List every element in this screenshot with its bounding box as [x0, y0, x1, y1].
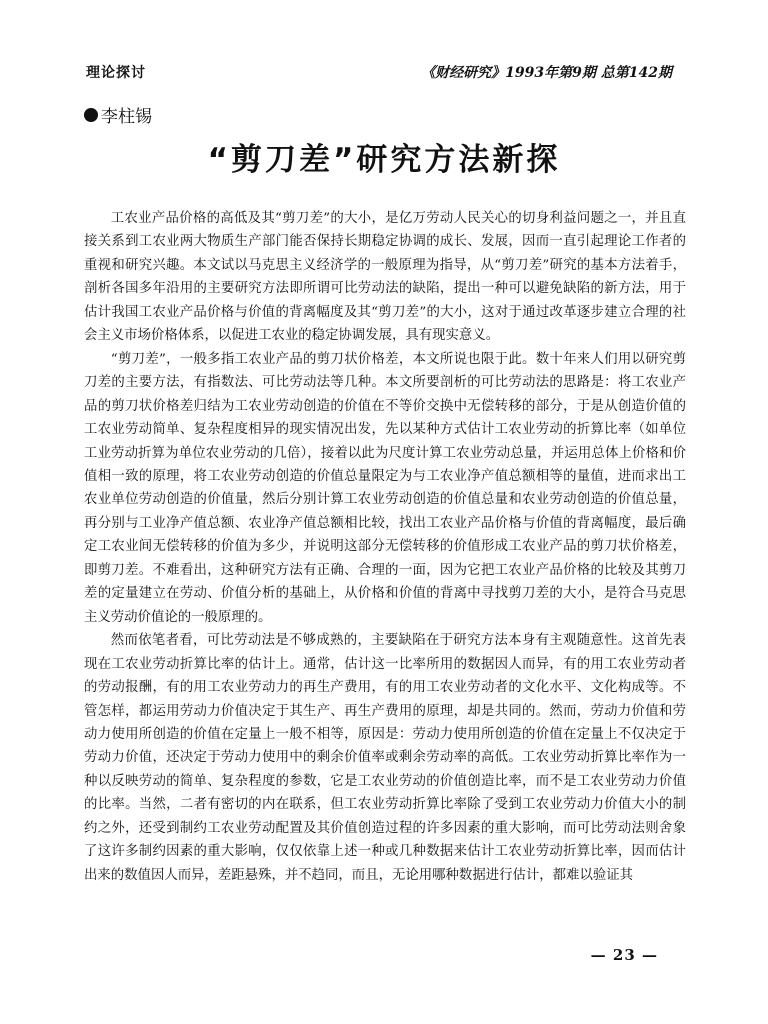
paragraph: “剪刀差”，一般多指工农业产品的剪刀状价格差，本文所说也限于此。数十年来人们用以研究剪刀差的主要方法，有指数法、可比劳动法等几种。本文所要剖析的可比劳动法的思路是：将工农业产品的剪刀状价格差归结为工农业劳动创造的价值在不等价交换中无偿转移的部分，于是从创造价值的工农业劳动简单、复杂程度相异的现实情况出发，先以某种方式估计工农业劳动的折算比率（如单位工业劳动折算为单位农业劳动的几倍），接着以此为尺度计算工农业劳动总量，并运用总体上价格和价值相一致的原理，将工农业劳动创造的价值总量限定为与工农业净产值总额相等的量值，进而求出工农业单位劳动创造的价值量，然后分别计算工农业劳动创造的价值总量和农业劳动创造的价值总量，再分别与工业净产值总额、农业净产值总额相比较，找出工农业产品价格与价值的背离幅度，最后确定工农业间无偿转移的价值为多少，并说明这部分无偿转移的价值形成工农业产品的剪刀状价格差，即剪刀差。不难看出，这种研究方法有正确、合理的一面，因为它把工农业产品价格的比较及其剪刀差的定量建立在劳动、价值分析的基础上，从价格和价值的背离中寻找剪刀差的大小，是符合马克思主义劳动价值论的一般原理的。: [84, 351, 686, 625]
section-label: 理论探讨: [86, 65, 146, 81]
author-line: [84, 102, 152, 127]
journal-info: 《财经研究》1993年第9期 总第142期: [421, 65, 672, 81]
bullet-icon: [84, 108, 98, 122]
paragraph: 工农业产品价格的高低及其“剪刀差”的大小，是亿万劳动人民关心的切身利益问题之一，并且直接关系到工农业两大物质生产部门能否保持长期稳定协调的成长、发展，因而一直引起理论工作者的重视和研究兴趣。本文试以马克思主义经济学的一般原理为指导，从“剪刀差”研究的基本方法着手，剖析各国多年沿用的主要研究方法即所谓可比劳动法的缺陷，提出一种可以避免缺陷的新方法，用于估计我国工农业产品价格与价值的背离幅度及其“剪刀差”的大小，这对于通过改革逐步建立合理的社会主义市场价格体系，以促进工农业的稳定协调发展，具有现实意义。: [84, 211, 686, 344]
article-title: “剪刀差”研究方法新探: [207, 142, 561, 178]
paragraph: 然而依笔者看，可比劳动法是不够成熟的，主要缺陷在于研究方法本身有主观随意性。这首先表现在工农业劳动折算比率的估计上。通常，估计这一比率所用的数据因人而异，有的用工农业劳动者的劳动报酬，有的用工农业劳动力的再生产费用，有的用工农业劳动者的文化水平、文化构成等。不管怎样，都运用劳动力价值决定于其生产、再生产费用的原理，却是共同的。然而，劳动力价值和劳动力使用所创造的价值在定量上一般不相等，原因是：劳动力使用所创造的价值在定量上不仅决定于劳动力价值，还决定于劳动力使用中的剩余价值率或剩余劳动率的高低。工农业劳动折算比率作为一种以反映劳动的简单、复杂程度的参数，它是工农业劳动的价值创造比率，而不是工农业劳动力价值的比率。当然，二者有密切的内在联系，但工农业劳动折算比率除了受到工农业劳动力价值大小的制约之外，还受到制约工农业劳动配置及其价值创造过程的许多因素的重大影响，而可比劳动法则舍象了这许多制约因素的重大影响，仅仅依靠上述一种或几种数据来估计工农业劳动折算比率，因而估计出来的数值因人而异，差距悬殊，并不趋同，而且，无论用哪种数据进行估计，都难以验证其: [84, 633, 686, 883]
author-name: 李柱锡: [101, 107, 152, 127]
page-number: — 23 —: [590, 946, 658, 964]
article-body: [84, 207, 686, 887]
